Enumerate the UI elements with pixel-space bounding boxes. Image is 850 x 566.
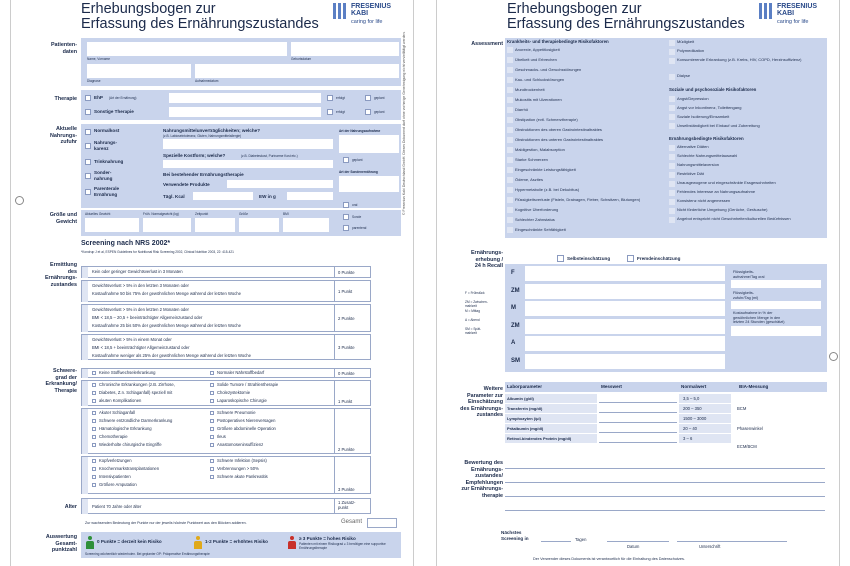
risk-checkbox[interactable] bbox=[669, 190, 675, 196]
risk-checkbox[interactable] bbox=[669, 105, 675, 111]
label-bewertung: Bewertung des Ernährungs- zustandes/ Empfehlungen zur Ernährungs- therapie bbox=[461, 460, 503, 499]
form-page-right: Erhebungsbogen zur Erfassung des Ernährungszustandes FRESENIUS KABI caring for life Assessment Krankheits- und therapiebedingte Risikofaktoren Anorexie, Appetitlosigkeit Übelkeit und Erbrechen Geschmacks- und Geruchsstörungen Kau- und Schluckstörungen Mundtrockenheit Mukositis mit Ulzerationen Diarrhö Obstipation (evtl. Schmerztherapie) Obstruktionen des oberen Gastrointestinaltraktes Obstruktionen des unteren Gastrointestinaltraktes Maldigestion, Malabsorption Starke Schmerzen Eingeschränkte Leistungsfähigkeit Ödeme, Aszites Hypermetabolie (z.B. bei Dekubitus) Flüssigkeitsverluste (Fisteln, Drainagen, Fieber, Schwitzen, Blutungen) Kognitive Überforderung Schlechter Zahnstatus Eingeschränkte Sehfähigkeit Müdigkeit Polymedikation Konsumierende Erkrankung (z.B. Krebs, HIV, COPD, Herzinsuffizienz) Dialyse Soziale und psychosoziale Risikofaktoren Angst/Depression Angst vor Inkontinenz, Toilettengang Soziale Isolierung/Einsamkeit Unselbständigkeit bei Einkauf und Zubereitung Ernährungsbedingte Risikofaktoren Alternative Diäten Schlechte Nahrungsmittelauswahl Nahrungsmittelaversion Restriktive Diät Unausgewogene und eingeschränkte Essgewohnheiten Fehlendes Interesse an Nahrungsaufnahme Konsistenz nicht angemessen Nicht förderliche Umgebung (Gerüche, Geräusche) Angebot entspricht nicht Gewohnheiten/kulturellen Bedürfnissen Ernährungs- erhebung / 24 h Recall Selbsteinschätzung Fremdeinschätzung F ZM M ZM A SM Flüssigkeits- aufnahme/Tag oral Flüssigkeits- zufuhr/Tag (ml) Kostaufnahme in % der gewöhnlichen Menge in den letzten 24 Stunden (geschätzt) F = Frühstück ZM = Zwischen- mahlzeit M = Mittag A = Abend SM = Spät- mahlzeit Weitere Parameter zur Einschätzung des Ernährungs- zustandes Laborparameter Messwert Normalwert BIA-Messung Albumin (g/dl) 3,5 – 5,0 Transferrin (mg/dl) 200 – 350 Lymphozyten (/µl) 1500 – 3000 Präalbumin (mg/dl) 20 – 40 Retinol-bindendes Protein (mg/dl) 3 – 6 BCM Phasenwinkel ECM/BCM Bewertung des Ernährungs- zustandes/ Empfehlungen zur Ernährungs- therapie Nächstes Screening in Tagen Datum Unterschrift Der Verwender dieses Dokuments ist verantwortlich für die Einhaltung des Datenschutzes. bbox=[436, 0, 840, 566]
ermittlung-row[interactable]: Kein oder geringer Gewichtsverlust in 3 Monaten 0 Punkte bbox=[81, 266, 371, 278]
normalkost-checkbox[interactable] bbox=[85, 129, 91, 135]
lab-table: Laborparameter Messwert Normalwert BIA-Messung Albumin (g/dl) 3,5 – 5,0 Transferrin (mg/dl) 200 – 350 Lymphozyten (/µl) 1500 – 3000 Präalbumin (mg/dl) 20 – 40 Retinol-bindendes Protein (mg/dl) 3 – 6 BCM Phasenwinkel ECM/BCM bbox=[505, 382, 827, 446]
risk-checkbox[interactable] bbox=[669, 154, 675, 160]
label-weitere: Weitere Parameter zur Einschätzung des Ernährungs- zustandes bbox=[460, 386, 503, 418]
risk-checkbox[interactable] bbox=[92, 427, 96, 431]
ermittlung-row[interactable]: Gewichtsverlust > 5% in den letzten 2 Monaten oder BMI < 18,5 – 20,5 + beeinträchtigter Allgemeinzustand oder Kostaufnahme 25 bis 50% der gewöhnlichen Menge während der letzten Woche 2 Punkte bbox=[81, 304, 371, 332]
risk-checkbox[interactable] bbox=[92, 419, 96, 423]
risk-checkbox[interactable] bbox=[507, 67, 513, 73]
risk-checkbox[interactable] bbox=[507, 137, 513, 143]
label-therapie: Therapie bbox=[54, 96, 77, 102]
groesse-section: Aktuelles Gewicht Früh. Normalgewicht (kg) Zeitpunkt Größe BMI oral Sonde parenteral bbox=[81, 210, 401, 236]
risk-checkbox[interactable] bbox=[507, 77, 513, 83]
messwert-field[interactable] bbox=[599, 394, 677, 403]
gesamt-field[interactable] bbox=[367, 518, 397, 528]
risk-checkbox[interactable] bbox=[507, 217, 513, 223]
risk-checkbox[interactable] bbox=[669, 172, 675, 178]
risk-checkbox[interactable] bbox=[210, 459, 214, 463]
ermittlung-row[interactable]: Gewichtsverlust > 5% in den letzten 3 Monaten oder Kostaufnahme 50 bis 75% der gewöhnlichen Menge während der letzten Woche 1 Punkt bbox=[81, 280, 371, 302]
sondennahrung-checkbox[interactable] bbox=[85, 173, 91, 179]
risk-checkbox[interactable] bbox=[507, 187, 513, 193]
produkte-field[interactable] bbox=[227, 180, 333, 188]
logo-mark-icon bbox=[759, 3, 773, 19]
geplant-zufuhr-checkbox[interactable] bbox=[343, 157, 349, 163]
geplant-checkbox[interactable] bbox=[365, 95, 371, 101]
sonde-checkbox[interactable] bbox=[343, 214, 349, 220]
nahrungsaufnahme-field[interactable] bbox=[339, 135, 399, 153]
logo-mark-icon bbox=[333, 3, 347, 19]
ew-field[interactable] bbox=[287, 192, 333, 200]
tage-field[interactable] bbox=[541, 541, 571, 542]
normalgewicht-field[interactable] bbox=[143, 218, 191, 232]
page-title: Erhebungsbogen zur Erfassung des Ernährungszustandes bbox=[507, 1, 745, 32]
risk-checkbox[interactable] bbox=[92, 483, 96, 487]
geplant-checkbox-2[interactable] bbox=[365, 109, 371, 115]
risk-checkbox[interactable] bbox=[669, 49, 675, 55]
risk-checkbox[interactable] bbox=[507, 227, 513, 233]
bewertung-area[interactable] bbox=[505, 456, 827, 522]
label-auswertung: Auswertung Gesamt- punktzahl bbox=[45, 534, 77, 553]
auswertung-section: 0 Punkte = derzeit kein Risiko 1-2 Punkte = erhöhtes Risiko ≥ 3 Punkte = hohes Risiko Patienten mit einem Risikograd ≥ 3 benötigen eine supportive Ernährungstherapie Screening wöchentlich wiederholen. Bei geplanter OP: Präoperative Ernährungstherapie bbox=[81, 532, 401, 558]
geburtsdatum-field[interactable] bbox=[291, 42, 399, 56]
risk-checkbox[interactable] bbox=[669, 145, 675, 151]
datum-field[interactable] bbox=[607, 541, 669, 542]
karenz-checkbox[interactable] bbox=[85, 143, 91, 149]
nrs-reference: *Kondrup J et al, ESPEN Guidelines for Nutritional Risk Screening 2002, Clinical Nutrition 2003, 22: 415-421 bbox=[81, 250, 234, 254]
label-aktuelle-zufuhr: Aktuelle Nahrungs- zufuhr bbox=[50, 126, 77, 145]
risk-checkbox[interactable] bbox=[669, 58, 675, 64]
risk-checkbox[interactable] bbox=[669, 123, 675, 129]
risk-checkbox[interactable] bbox=[669, 74, 675, 80]
risk-checkbox[interactable] bbox=[210, 467, 214, 471]
risk-checkbox[interactable] bbox=[507, 87, 513, 93]
kostaufnahme-field[interactable] bbox=[731, 326, 821, 336]
meal-field[interactable] bbox=[525, 336, 725, 351]
erfolgt-checkbox[interactable] bbox=[327, 95, 333, 101]
messwert-field[interactable] bbox=[599, 414, 677, 423]
sondenernaehrung-field[interactable] bbox=[339, 176, 399, 192]
enp-field[interactable] bbox=[169, 93, 321, 103]
label-ermittlung: Ermittlung des Ernährungs- zustandes bbox=[44, 262, 77, 288]
therapie-section: EhP (Art der Ernährung) Sonstige Therapie erfolgt geplant erfolgt geplant bbox=[81, 90, 401, 120]
label-groesse: Größe und Gewicht bbox=[49, 212, 77, 225]
label-naechstes: Nächstes Screening in bbox=[501, 530, 529, 541]
unterschrift-field[interactable] bbox=[677, 541, 787, 542]
oral-checkbox[interactable] bbox=[343, 202, 349, 208]
sonstige-checkbox[interactable] bbox=[85, 109, 91, 115]
erfolgt-checkbox-2[interactable] bbox=[327, 109, 333, 115]
risk-checkbox[interactable] bbox=[507, 107, 513, 113]
gesamt-label: Gesamt bbox=[341, 519, 363, 525]
risk-checkbox[interactable] bbox=[507, 57, 513, 63]
fluessig-zufuhr-field[interactable] bbox=[731, 301, 821, 309]
risk-checkbox[interactable] bbox=[669, 114, 675, 120]
assessment-section: Krankheits- und therapiebedingte Risikofaktoren Anorexie, Appetitlosigkeit Übelkeit und Erbrechen Geschmacks- und Geruchsstörungen Kau- und Schluckstörungen Mundtrockenheit Mukositis mit Ulzerationen Diarrhö Obstipation (evtl. Schmerztherapie) Obstruktionen des oberen Gastrointestinaltraktes Obstruktionen des unteren Gastrointestinaltraktes Maldigestion, Malabsorption Starke Schmerzen Eingeschränkte Leistungsfähigkeit Ödeme, Aszites Hypermetabolie (z.B. bei Dekubitus) Flüssigkeitsverluste (Fisteln, Drainagen, Fieber, Schwitzen, Blutungen) Kognitive Überforderung Schlechter Zahnstatus Eingeschränkte Sehfähigkeit Müdigkeit Polymedikation Konsumierende Erkrankung (z.B. Krebs, HIV, COPD, Herzinsuffizienz) Dialyse Soziale und psychosoziale Risikofaktoren Angst/Depression Angst vor Inkontinenz, Toilettengang Soziale Isolierung/Einsamkeit Unselbständigkeit bei Einkauf und Zubereitung Ernährungsbedingte Risikofaktoren Alternative Diäten Schlechte Nahrungsmittelauswahl Nahrungsmittelaversion Restriktive Diät Unausgewogene und eingeschränkte Essgewohnheiten Fehlendes Interesse an Nahrungsaufnahme Konsistenz nicht angemessen Nicht förderliche Umgebung (Gerüche, Geräusche) Angebot entspricht nicht Gewohnheiten/kulturellen Bedürfnissen bbox=[505, 38, 827, 238]
risk-checkbox[interactable] bbox=[92, 443, 96, 447]
label-patient: Patienten- daten bbox=[50, 42, 77, 55]
kcal-field[interactable] bbox=[193, 192, 253, 200]
person-yellow-icon bbox=[193, 536, 202, 549]
risk-checkbox[interactable] bbox=[669, 217, 675, 223]
trinknahrung-checkbox[interactable] bbox=[85, 159, 91, 165]
risk-checkbox[interactable] bbox=[210, 391, 214, 395]
form-page-left: Erhebungsbogen zur Erfassung des Ernährungszustandes FRESENIUS KABI caring for life Patienten- daten Name, Vorname Geburtsdatum Diagnose Aufnahmedatum Therapie EhP (Art der Ernährung) Sonstige Therapie erfolgt geplant erfolgt geplant Aktuelle Nahrungs- zufuhr Normalkost Nahrungs- karenz Trinknahrung Sonder- nahrung Parenterale Ernährung Nahrungsmittelunverträglichkeiten; welche? (z.B. Laktoseintoleranz, Gluten, Nahrungsmittelallergie) Spezielle Kostform; welche? (z.B. Diabeteskost, Purinarme Kost etc.) Bei bestehender Ernährungstherapie Verwendete Produkte Tägl. Kcal EW in g Art der Nahrungsaufnahme geplant Art der Sondenernährung Größe und Gewicht Aktuelles Gewicht Früh. Normalgewicht (kg) Zeitpunkt Größe BMI oral Sonde parenteral Screening nach NRS 2002* *Kondrup J et al, ESPEN Guidelines for Nutritional Risk Screening 2002, Clinical Nutrition 2003, 22: 415-421 Ermittlung des Ernährungs- zustandes Kein oder geringer Gewichtsverlust in 3 Monaten 0 Punkte Gewichtsverlust > 5% in den letzten 3 Monaten oder Kostaufnahme 50 bis 75% der gewöhnlichen Menge während der letzten Woche 1 Punkt Gewichtsverlust > 5% in den letzten 2 Monaten oder BMI < 18,5 – 20,5 + beeinträchtigter Allgemeinzustand oder Kostaufnahme 25 bis 50% der gewöhnlichen Menge während der letzten Woche 2 Punkte Gewichtsverlust > 5% in einem Monat oder BMI < 18,5 + beeinträchtigter Allgemeinzustand oder Kostaufnahme weniger als 25% der gewöhnlichen Menge während der letzten Woche 3 Punkte Schwere- grad der Erkrankung/ Therapie Keine Stoffwechselerkrankung Normaler Nährstoffbedarf 0 Punkte Chronische Erkrankungen (z.B. Zirrhose, Diabetes, Z.n. Schlaganfall) speziell mit akuten Komplikationen Solide Tumore / Strahlentherapie Cholezystektomie Laparoskopische Chirurgie 1 Punkt Akuter Schlaganfall Schwere entzündliche Darmerkrankung Hämatologische Erkrankung Chemotherapie Wiederholte chirurgische Eingriffe Schwere Pneumonie Postoperatives Nierenversagen Größere abdominelle Operation Ileus Anastomoseninsuffizienz 2 Punkte Kopfverletzungen Knochenmarkstransplantationen Intensivpatienten Größere Amputation Schwere Infektion (Sepsis) Verbrennungen > 50% Schwere akute Pankreatitis 3 Punkte Alter Patient 70 Jahre oder älter 1 Zusatz- punkt Zur wachsenden Bedeutung der Punkte nur der jeweils höchste Punktwert aus den Blöcken addieren. Gesamt Auswertung Gesamt- punktzahl 0 Punkte = derzeit kein Risiko 1-2 Punkte = erhöhtes Risiko ≥ 3 Punkte = hohes Risiko Patienten mit einem Risikograd ≥ 3 benötigen eine supportive Ernährungstherapie Screening wöchentlich wiederholen. Bei geplanter OP: Präoperative Ernährungstherapie © Fresenius Kabi Deutschland GmbH. Dieses Dokument darf ohne vorherige Genehmigung nicht vervielfältigt werden. bbox=[10, 0, 414, 566]
risk-checkbox[interactable] bbox=[210, 383, 214, 387]
groesse-field[interactable] bbox=[239, 218, 279, 232]
meal-field[interactable] bbox=[525, 319, 725, 334]
diagnose-field[interactable] bbox=[87, 64, 191, 78]
ermittlung-row[interactable]: Gewichtsverlust > 5% in einem Monat oder BMI < 18,5 + beeinträchtigter Allgemeinzustand oder Kostaufnahme weniger als 25% der gewöhnlichen Menge während der letzten Woche 3 Punkte bbox=[81, 334, 371, 360]
messwert-field[interactable] bbox=[599, 404, 677, 413]
punch-hole bbox=[829, 352, 838, 361]
risk-checkbox[interactable] bbox=[669, 199, 675, 205]
parenteral-art-checkbox[interactable] bbox=[343, 225, 349, 231]
zeitpunkt-field[interactable] bbox=[195, 218, 235, 232]
aufnahmedatum-field[interactable] bbox=[195, 64, 399, 78]
risk-checkbox[interactable] bbox=[507, 147, 513, 153]
risk-checkbox[interactable] bbox=[507, 97, 513, 103]
risk-checkbox[interactable] bbox=[210, 475, 214, 479]
kostform-field[interactable] bbox=[163, 160, 333, 168]
risk-checkbox[interactable] bbox=[92, 467, 96, 471]
risk-checkbox[interactable] bbox=[210, 435, 214, 439]
risk-checkbox[interactable] bbox=[507, 157, 513, 163]
bmi-field[interactable] bbox=[283, 218, 329, 232]
risk-checkbox[interactable] bbox=[92, 411, 96, 415]
risk-checkbox[interactable] bbox=[210, 399, 214, 403]
schweregrad-row[interactable]: Chronische Erkrankungen (z.B. Zirrhose, Diabetes, Z.n. Schlaganfall) speziell mit akuten Komplikationen Solide Tumore / Strahlentherapie Cholezystektomie Laparoskopische Chirurgie 1 Punkt bbox=[81, 380, 371, 406]
risk-checkbox[interactable] bbox=[92, 475, 96, 479]
risk-checkbox[interactable] bbox=[210, 427, 214, 431]
gewicht-field[interactable] bbox=[85, 218, 139, 232]
person-green-icon bbox=[85, 536, 94, 549]
risk-checkbox[interactable] bbox=[507, 167, 513, 173]
risk-checkbox[interactable] bbox=[669, 181, 675, 187]
risk-checkbox[interactable] bbox=[92, 459, 96, 463]
nrs-title: Screening nach NRS 2002* bbox=[81, 240, 171, 247]
erhebung-section: F ZM M ZM A SM Flüssigkeits- aufnahme/Tag oral Flüssigkeits- zufuhr/Tag (ml) Kostaufnahme in % der gewöhnlichen Menge in den letzten 24 Stunden (geschätzt) bbox=[505, 264, 827, 372]
fluessig-oral-field[interactable] bbox=[731, 280, 821, 288]
messwert-field[interactable] bbox=[599, 434, 677, 443]
risk-checkbox[interactable] bbox=[210, 419, 214, 423]
datenschutz-footer: Der Verwender dieses Dokuments ist verantwortlich für die Einhaltung des Datenschutzes. bbox=[533, 557, 685, 561]
risk-checkbox[interactable] bbox=[210, 443, 214, 447]
risk-checkbox[interactable] bbox=[92, 383, 96, 387]
sonstige-field[interactable] bbox=[169, 107, 321, 117]
fremd-checkbox[interactable] bbox=[627, 255, 634, 262]
risk-checkbox[interactable] bbox=[92, 399, 96, 403]
label-erhebung: Ernährungs- erhebung / 24 h Recall bbox=[470, 250, 503, 269]
risk-checkbox[interactable] bbox=[507, 207, 513, 213]
risk-checkbox[interactable] bbox=[507, 197, 513, 203]
risk-checkbox[interactable] bbox=[210, 371, 214, 375]
label-alter: Alter bbox=[64, 504, 77, 510]
schweregrad-row[interactable]: Keine Stoffwechselerkrankung Normaler Nährstoffbedarf 0 Punkte bbox=[81, 368, 371, 378]
selbst-checkbox[interactable] bbox=[557, 255, 564, 262]
zufuhr-section: Normalkost Nahrungs- karenz Trinknahrung Sonder- nahrung Parenterale Ernährung Nahrungsmittelunverträglichkeiten; welche? (z.B. Laktoseintoleranz, Gluten, Nahrungsmittelallergie) Spezielle Kostform; welche? (z.B. Diabeteskost, Purinarme Kost etc.) Bei bestehender Ernährungstherapie Verwendete Produkte Tägl. Kcal EW in g Art der Nahrungsaufnahme geplant Art der Sondenernährung bbox=[81, 124, 401, 208]
schweregrad-row[interactable]: Akuter Schlaganfall Schwere entzündliche Darmerkrankung Hämatologische Erkrankung Chemotherapie Wiederholte chirurgische Eingriffe Schwere Pneumonie Postoperatives Nierenversagen Größere abdominelle Operation Ileus Anastomoseninsuffizienz 2 Punkte bbox=[81, 408, 371, 454]
enp-checkbox[interactable] bbox=[85, 95, 91, 101]
copyright-vertical: © Fresenius Kabi Deutschland GmbH. Dieses Dokument darf ohne vorherige Genehmigung nicht vervielfältigt werden. bbox=[402, 31, 406, 215]
risk-checkbox[interactable] bbox=[669, 40, 675, 46]
messwert-field[interactable] bbox=[599, 424, 677, 433]
alter-row[interactable]: Patient 70 Jahre oder älter 1 Zusatz- punkt bbox=[81, 498, 371, 514]
risk-checkbox[interactable] bbox=[507, 127, 513, 133]
risk-checkbox[interactable] bbox=[669, 208, 675, 214]
meal-field[interactable] bbox=[525, 354, 725, 369]
schweregrad-row[interactable]: Kopfverletzungen Knochenmarkstransplantationen Intensivpatienten Größere Amputation Schwere Infektion (Sepsis) Verbrennungen > 50% Schwere akute Pankreatitis 3 Punkte bbox=[81, 456, 371, 494]
parenteral-checkbox[interactable] bbox=[85, 189, 91, 195]
meal-field[interactable] bbox=[525, 301, 725, 316]
risk-checkbox[interactable] bbox=[92, 391, 96, 395]
label-schweregrad: Schwere- grad der Erkrankung/ Therapie bbox=[45, 368, 77, 394]
person-red-icon bbox=[287, 536, 296, 549]
risk-checkbox[interactable] bbox=[507, 117, 513, 123]
fresenius-logo: FRESENIUS KABI caring for life bbox=[333, 3, 413, 27]
risk-checkbox[interactable] bbox=[507, 47, 513, 53]
risk-checkbox[interactable] bbox=[669, 163, 675, 169]
punch-hole bbox=[15, 196, 24, 205]
label-assessment: Assessment bbox=[471, 41, 503, 47]
name-field[interactable] bbox=[87, 42, 287, 56]
fresenius-logo: FRESENIUS KABI caring for life bbox=[759, 3, 839, 27]
risk-checkbox[interactable] bbox=[669, 96, 675, 102]
unvertraeglichkeit-field[interactable] bbox=[163, 139, 333, 149]
risk-checkbox[interactable] bbox=[507, 177, 513, 183]
page-title: Erhebungsbogen zur Erfassung des Ernährungszustandes bbox=[81, 1, 319, 32]
risk-checkbox[interactable] bbox=[210, 411, 214, 415]
meal-field[interactable] bbox=[525, 266, 725, 281]
patient-section: Name, Vorname Geburtsdatum Diagnose Aufnahmedatum bbox=[81, 38, 401, 86]
risk-checkbox[interactable] bbox=[92, 435, 96, 439]
meal-field[interactable] bbox=[525, 284, 725, 299]
risk-checkbox[interactable] bbox=[92, 371, 96, 375]
